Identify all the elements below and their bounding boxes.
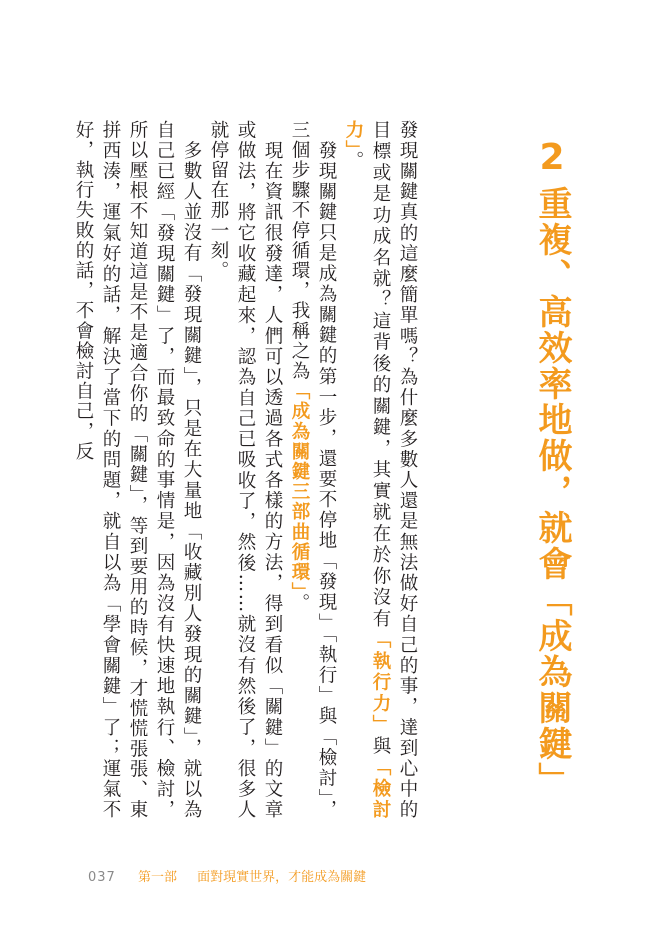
paragraph-4	[70, 120, 205, 820]
chapter-title: 重複、高效率地做，就會「成為關鍵」	[532, 186, 572, 798]
paragraph-2-text: 發現關鍵只是成為關鍵的第一步，還要不停地「發現」「執行」與「檢討」，三個步驟不停循環，我稱之為	[289, 120, 337, 820]
paragraph-3-text: 現在資訊很發達，人們可以透過各式各樣的方法，得到看似「關鍵」的文章或做法，將它收藏起來，認為自己已吸收了，然後……就沒有然後了，很多人就停留在那一刻。	[208, 120, 283, 820]
paragraph-1-end: 。	[343, 150, 364, 172]
part-title: 面對現實世界，才能成為關鍵	[197, 870, 367, 885]
paragraph-1-connector: 與	[370, 736, 391, 758]
paragraph-2-end: 。	[289, 593, 310, 614]
highlight-execution: 「執行力」	[370, 629, 391, 737]
highlight-review: 「檢討力」	[343, 120, 391, 820]
paragraph-1	[340, 120, 421, 820]
paragraph-4-text: 多數人並沒有「發現關鍵」，只是在大量地「收藏別人發現的關鍵」，就以為自己已經「發現關鍵」了，而最致命的事情是，因為沒有快速地執行、檢討，所以壓根不知道這是不是適合你的「關鍵」，等到要用的時候，才慌慌張張、東拼西湊，運氣好的話，解決了當下的問題，就自以為「學會關鍵」了；運氣不好，執行失敗的話，不會檢討自己，反	[73, 120, 202, 820]
part-label: 第一部	[137, 870, 177, 885]
highlight-cycle: 「成為關鍵三部曲循環」	[289, 381, 310, 594]
body-text	[70, 120, 421, 820]
chapter-heading	[529, 137, 575, 798]
page-footer	[88, 866, 366, 885]
paragraph-3	[205, 120, 286, 820]
paragraph-2	[286, 120, 340, 820]
paragraph-1-text: 發現關鍵真的這麼簡單嗎？為什麼多數人還是無法做好自己的事，達到心中的目標或是功成名就？這背後的關鍵，其實就在於你沒有	[370, 120, 418, 820]
page-number: 037	[88, 870, 116, 885]
chapter-number: 2	[539, 137, 565, 178]
